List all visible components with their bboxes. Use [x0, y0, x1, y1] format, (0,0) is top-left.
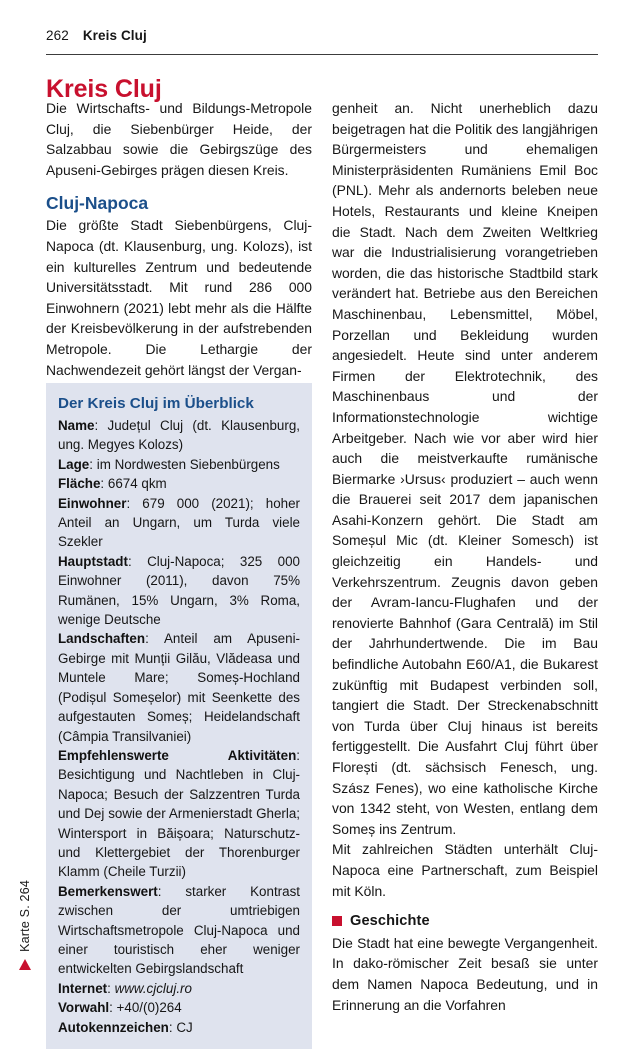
infobox-row-key: Landschaften [58, 631, 146, 647]
infobox-row-value: CJ [176, 1019, 193, 1035]
infobox-row-value: Județul Cluj (dt. Klausenburg, ung. Megyes Kolozs) [58, 418, 300, 453]
running-header [46, 28, 598, 55]
infobox-row: Autokennzeichen: CJ [58, 1019, 193, 1035]
infobox-row: Vorwahl: +40/(0)264 [58, 1000, 182, 1016]
page-title: Kreis Cluj [46, 74, 162, 103]
overview-infobox [46, 383, 312, 1049]
infobox-row-key: Bemerkenswert [58, 883, 158, 899]
infobox-row-key: Internet [58, 980, 108, 996]
infobox-row: Empfehlenswerte Aktivitäten: Besichtigung und Nachtleben in Cluj-Napoca; Besuch der Salzzentren Turda und Dej sowie der Armenierstadt Gherla; Wintersport in Băișoara; Naturschutz- und Klettergebiet der Thorenburger Klamm (Cheile Turzii) [58, 747, 300, 880]
geschichte-paragraph: Die Stadt hat eine bewegte Vergangenheit. In dako-römischer Zeit besaß sie unter dem Namen Napoca Bedeutung, und in Erinnerung an die Vorfahren [332, 934, 598, 1013]
side-tab-label: Karte S. 264 [17, 880, 32, 952]
subsection-heading-label: Geschichte [350, 913, 430, 930]
section-heading-cluj-napoca: Cluj-Napoca [46, 193, 149, 214]
infobox-rows [58, 416, 300, 1037]
infobox-row-key: Autokennzeichen [58, 1019, 169, 1035]
side-tab-map-reference [12, 880, 38, 1010]
red-square-icon [332, 916, 342, 926]
infobox-row-key: Vorwahl [58, 1000, 110, 1016]
infobox-row-value: Besichtigung und Nachtleben in Cluj-Napoca; Besuch der Salzzentren Turda und Dej sowie der Armenierstadt Gherla; Wintersport in Băișoara; Naturschutz- und Klettergebiet der Thorenburger Klamm (Cheile Turzii) [58, 767, 300, 880]
right-column [332, 98, 598, 1015]
left-column [46, 98, 312, 380]
page-number: 262 [46, 28, 69, 43]
infobox-row-key: Name [58, 418, 95, 433]
infobox-row-value: 679 000 (2021); hoher Anteil an Ungarn, um Turda viele Szekler [58, 495, 300, 550]
infobox-row-value: 6674 qkm [107, 476, 167, 492]
intro-paragraph: Die Wirtschafts- und Bildungs-Metropole Cluj, die Siebenbürger Heide, der Salzabbau sowie die Gebirgszüge des Apuseni-Gebirges prägen diesen Kreis. [46, 100, 312, 178]
infobox-title: Der Kreis Cluj im Überblick [58, 395, 254, 412]
infobox-row-value: im Nordwesten Siebenbürgens [96, 456, 280, 472]
infobox-row-value: starker Kontrast zwischen der umtriebigen Wirtschaftsmetropole Cluj-Napoca und einer touristisch eher weniger entwickelten Gebirgslandschaft [58, 883, 300, 977]
infobox-row: Hauptstadt: Cluj-Napoca; 325 000 Einwohner (2011), davon 75% Rumänen, 15% Ungarn, 3% Roma, wenige Deutsche [58, 553, 300, 628]
infobox-row-key: Einwohner [58, 495, 127, 511]
infobox-row-value: +40/(0)264 [116, 1000, 182, 1016]
infobox-row: Bemerkenswert: starker Kontrast zwischen der umtriebigen Wirtschaftsmetropole Cluj-Napoca und einer touristisch eher weniger entwickelten Gebirgslandschaft [58, 883, 300, 977]
infobox-row-key: Hauptstadt [58, 553, 128, 569]
running-title: Kreis Cluj [82, 28, 147, 43]
infobox-row-value: Cluj-Napoca; 325 000 Einwohner (2011), davon 75% Rumänen, 15% Ungarn, 3% Roma, wenige Deutsche [58, 553, 300, 628]
infobox-row-value[interactable]: www.cjcluj.ro [114, 980, 192, 996]
infobox-row: Landschaften: Anteil am Apuseni-Gebirge mit Munții Gilău, Vlădeasa und Muntele Mare; Someș-Hochland (Podișul Someșelor) mit Seenkette des aufgestauten Someș; Heidelandschaft (Câmpia Transilvaniei) [58, 631, 301, 744]
infobox-row-key: Empfehlenswerte Aktivitäten [58, 747, 297, 763]
infobox-row: Name: Județul Cluj (dt. Klausenburg, ung. Megyes Kolozs) [58, 418, 300, 453]
triangle-up-icon [19, 959, 31, 970]
infobox-row: Lage: im Nordwesten Siebenbürgens [58, 456, 280, 472]
continuation-paragraph: genheit an. Nicht unerheblich dazu beigetragen hat die Politik des langjährigen Bürgermeisters und ehemaligen Ministerpräsidenten Rumäniens Emil Boc (PNL). Mehr als andernorts beleben neue Hotels, Restaurants und kleine Kneipen die Stadt. Nach dem Zweiten Weltkrieg war die Industrialisierung vorangetrieben worden, die das historische Stadtbild stark verändert hat. Betriebe aus den Bereichen Maschinenbau, Lebensmittel, Möbel, Porzellan und Bekleidung wurden angesiedelt. Heute sind unter anderem Firmen der Elektrotechnik, des Maschinenbaus und der Informationstechnologie wichtige Arbeitgeber. Nach wie vor aber wird hier auch die meistverkaufte rumänische Biermarke ›Ursus‹ produziert – auch wenn die Brauerei seit 2017 dem japanischen Asahi-Konzern gehört. Die Stadt am Someșul Mic (dt. Kleiner Somesch) ist gleichzeitig ein Handels- und Verkehrszentrum. Zeugnis davon geben der Avram-Iancu-Flughafen und der renovierte Bahnhof (Gara Centrală) im Stil der Jahrhundertwende. Die im Bau befindliche Autobahn E60/A1, die Bukarest zukünftig mit Budapest verbinden soll, tangiert die Stadt. Der Streckenabschnitt von Turda über Cluj hinaus ist bereits fertiggestellt. Die Ausfahrt Cluj führt über Florești (dt. sächsisch Fenesch, ung. Szász Fenes), wo eine katholische Kirche von 1342 steht, von Westen, entlang dem Someș ins Zentrum. [332, 100, 598, 837]
infobox-row-key: Lage [58, 456, 90, 472]
subsection-heading-geschichte [332, 911, 598, 932]
infobox-row: Einwohner: 679 000 (2021); hoher Anteil an Ungarn, um Turda viele Szekler [58, 495, 300, 550]
infobox-row: Fläche: 6674 qkm [58, 476, 167, 492]
partnership-paragraph: Mit zahlreichen Städten unterhält Cluj-Napoca eine Partnerschaft, zum Beispiel mit Köln. [332, 841, 598, 899]
infobox-row-value: Anteil am Apuseni-Gebirge mit Munții Gilău, Vlădeasa und Muntele Mare; Someș-Hochland (Podișul Someșelor) mit Seenkette des aufgestauten Someș; Heidelandschaft (Câmpia Transilvaniei) [58, 631, 301, 744]
infobox-row-key: Fläche [58, 476, 101, 492]
section-paragraph: Die größte Stadt Siebenbürgens, Cluj-Napoca (dt. Klausenburg, ung. Kolozs), ist ein kulturelles Zentrum und bedeutende Universitätsstadt. Mit rund 286 000 Einwohnern (2021) lebt mehr als die Hälfte der Kreisbevölkerung in der aufstrebenden Metropole. Die Lethargie der Nachwendezeit gehört längst der Vergan- [46, 217, 312, 378]
infobox-row: Internet: www.cjcluj.ro [58, 980, 192, 996]
